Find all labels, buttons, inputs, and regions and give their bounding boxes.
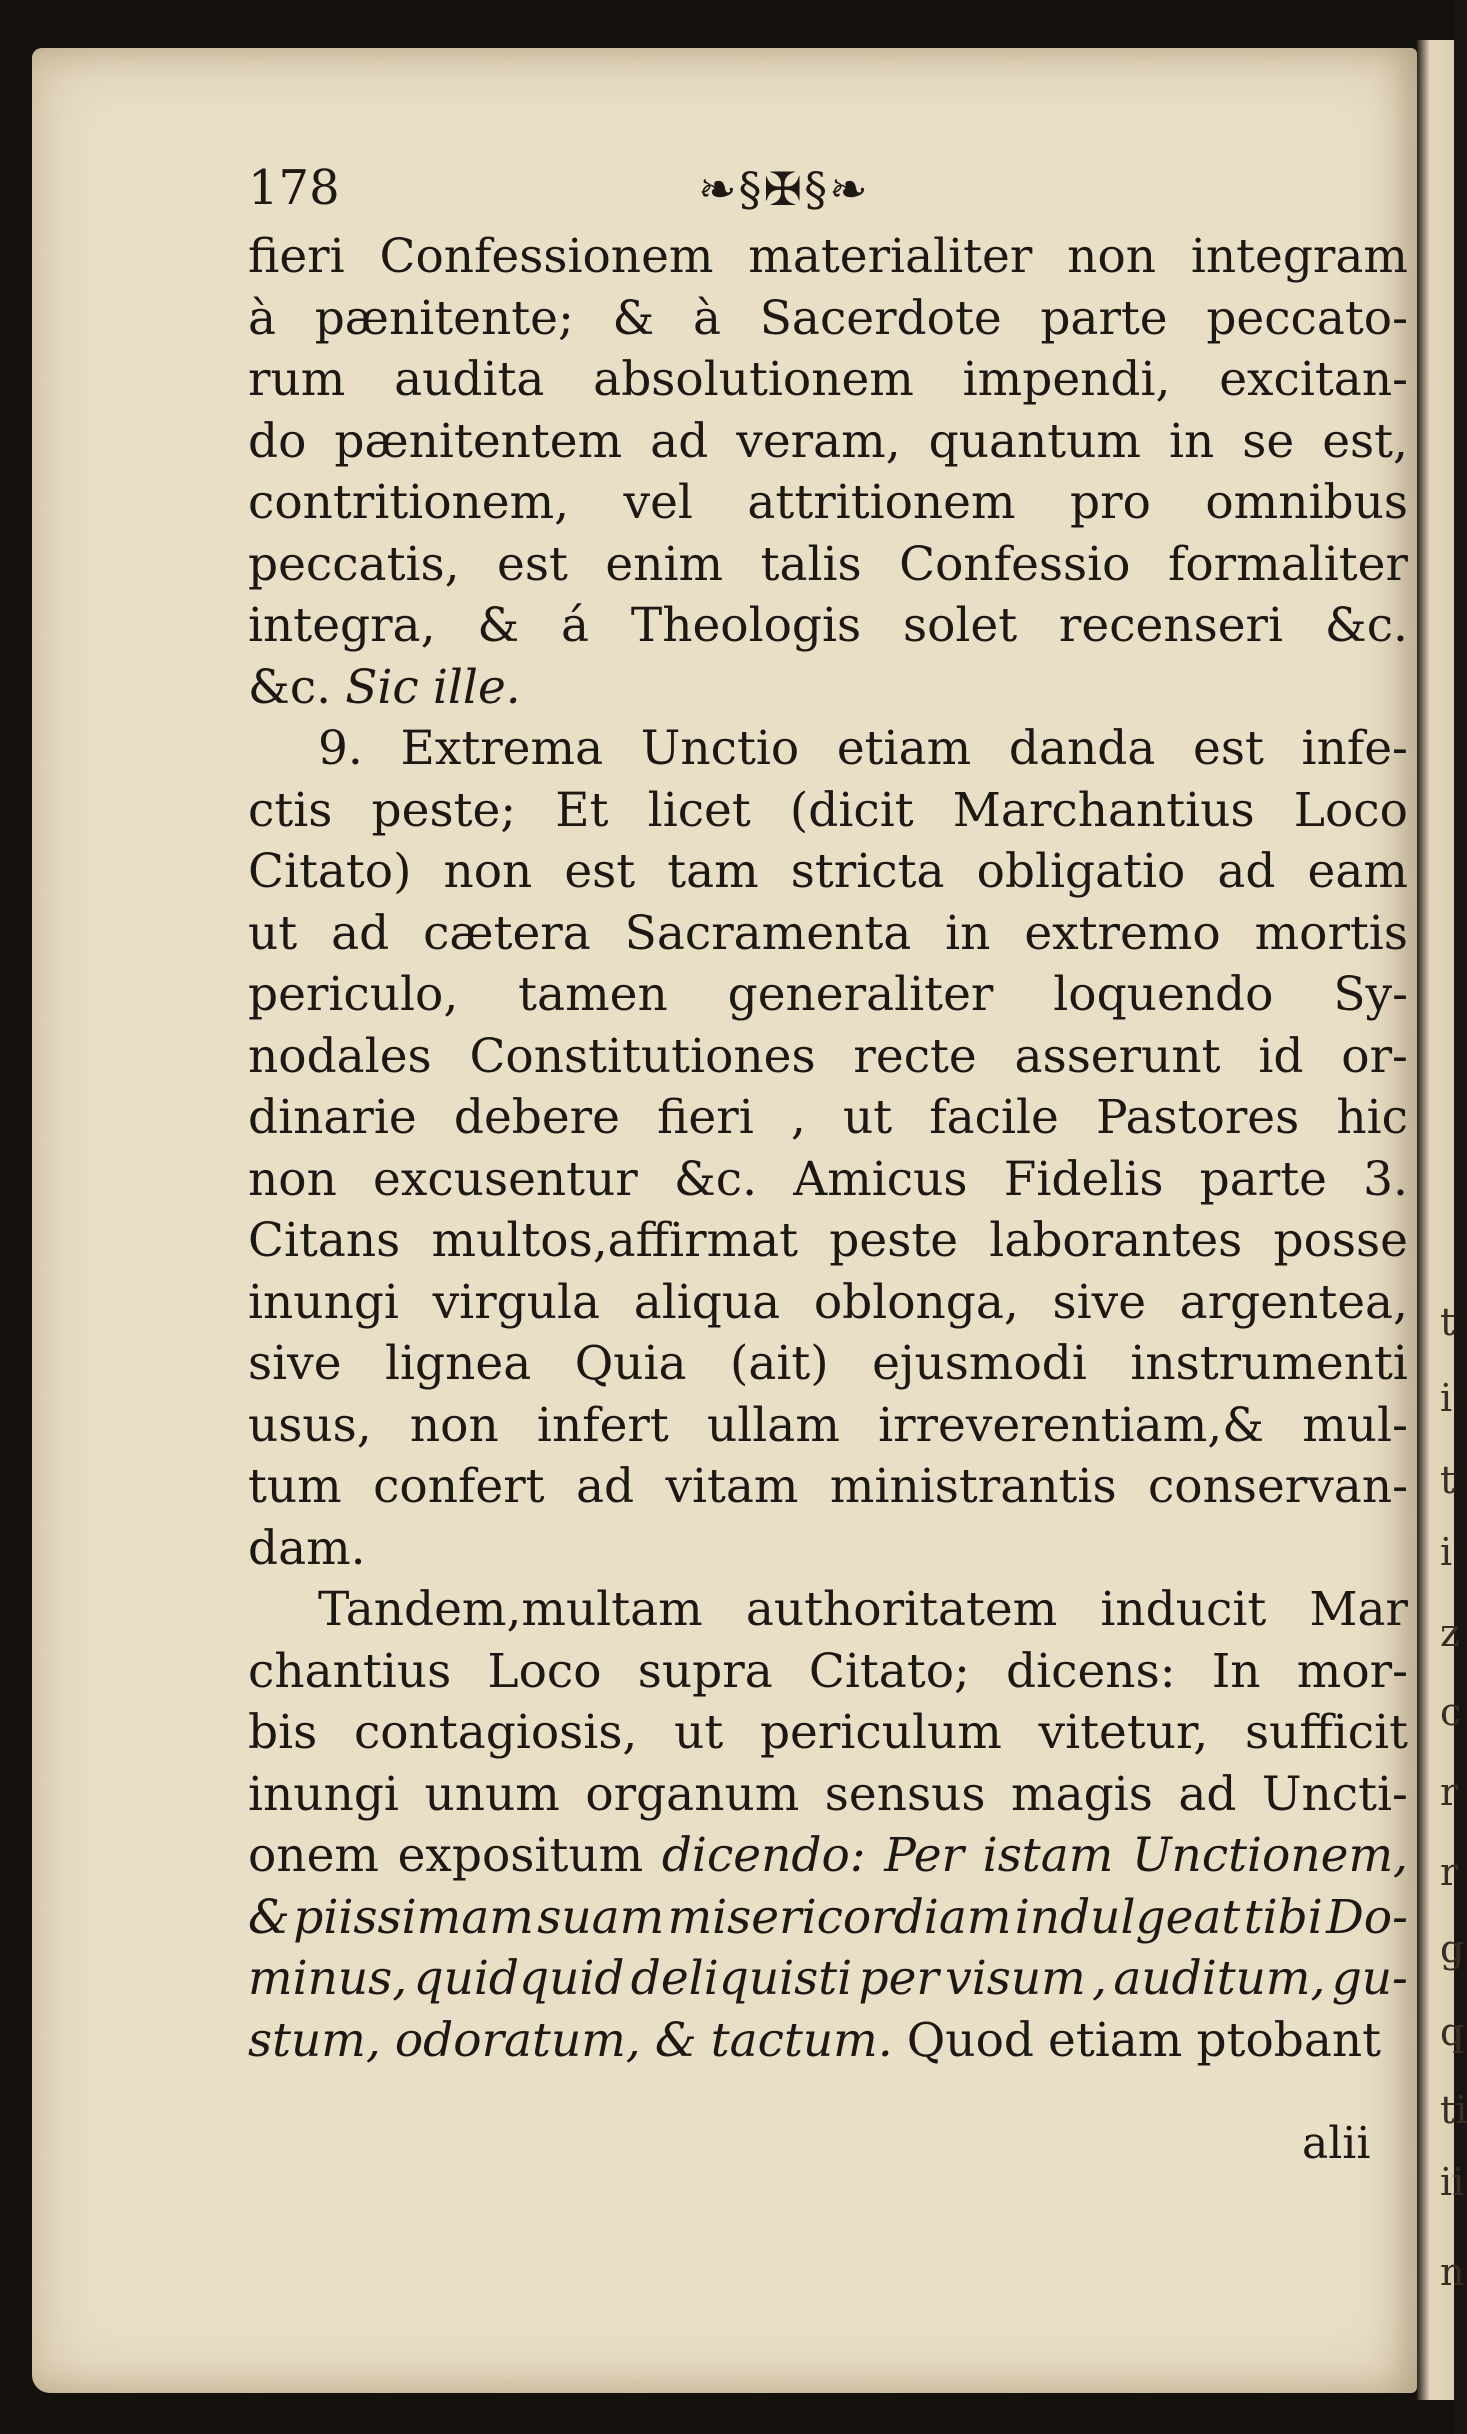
text-line: dam. [248,1520,366,1576]
header-ornament: ❧§✠§❧ [698,162,870,216]
text-line: onem expositum dicendo: Per istam Unctionem, [248,1828,1408,1883]
text-line: ctis peste; Et licet (dicit Marchantius Loco [248,782,1408,838]
page-number: 178 [248,160,340,216]
text-line: dinarie debere fieri , ut facile Pastores hic [248,1090,1408,1145]
text-line: periculo, tamen generaliter loquendo Sy- [248,967,1408,1022]
bleed-glyph: ti [1440,2088,1467,2132]
text-line: &c. Sic ille. [248,659,521,715]
text-line: bis contagiosis, ut periculum vitetur, sufficit [248,1705,1408,1760]
bleed-glyph: z [1440,1611,1461,1655]
bleed-glyph: r [1440,1850,1459,1894]
text-line: & piissimam suam misericordiam indulgeat tibi Do- [248,1889,1408,1945]
bleed-glyph: ii [1440,2160,1465,2204]
bleed-glyph: n [1440,2250,1465,2294]
text-line: sive lignea Quia (ait) ejusmodi instrumenti [248,1336,1408,1391]
text-line: chantius Loco supra Citato; dicens: In mor- [248,1643,1408,1699]
bleed-glyph: i [1440,1376,1453,1420]
text-line: usus, non infert ullam irreverentiam,& mul- [248,1397,1408,1453]
page-header [248,160,1398,222]
body-text [248,226,1408,2071]
text-line: do pænitentem ad veram, quantum in se est, [248,413,1408,469]
text-line: integra, & á Theologis solet recenseri &c. [248,598,1408,653]
bleed-glyph: t [1440,1300,1456,1344]
text-line: inungi virgula aliqua oblonga, sive argentea, [248,1274,1408,1330]
text-line: contritionem, vel attritionem pro omnibus [248,475,1408,530]
text-line: fieri Confessionem materialiter non integram [248,229,1408,284]
text-line: Citato) non est tam stricta obligatio ad eam [248,844,1408,899]
text-line: 9. Extrema Unctio etiam danda est infe- [318,721,1408,776]
text-line: rum audita absolutionem impendi, excitan- [248,352,1408,407]
text-line: stum, odoratum, & tactum. Quod etiam ptobant [248,2012,1382,2068]
text-line: peccatis, est enim talis Confessio formaliter [248,536,1408,592]
text-line: Citans multos,affirmat peste laborantes posse [248,1213,1408,1268]
bleed-glyph: t [1440,1458,1456,1502]
text-line: non excusentur &c. Amicus Fidelis parte 3. [248,1151,1408,1207]
catchword: alii [1302,2118,1371,2169]
text-line: à pænitente; & à Sacerdote parte peccato- [248,290,1408,346]
bleed-glyph: q [1440,2010,1465,2054]
bleed-glyph: i [1440,1530,1453,1574]
bleed-glyph: r [1440,1770,1459,1814]
text-line: tum confert ad vitam ministrantis conservan- [248,1459,1408,1514]
text-line: minus, quidquid deliquisti per visum , auditum, gu- [248,1951,1408,2006]
text-line: inungi unum organum sensus magis ad Uncti- [248,1766,1408,1822]
bleed-glyph: c [1440,1690,1462,1734]
text-line: Tandem,multam authoritatem inducit Mar [318,1582,1408,1637]
text-line: nodales Constitutiones recte asserunt id or- [248,1028,1408,1084]
bleed-glyph: g [1440,1927,1465,1971]
text-line: ut ad cætera Sacramenta in extremo mortis [248,905,1408,961]
